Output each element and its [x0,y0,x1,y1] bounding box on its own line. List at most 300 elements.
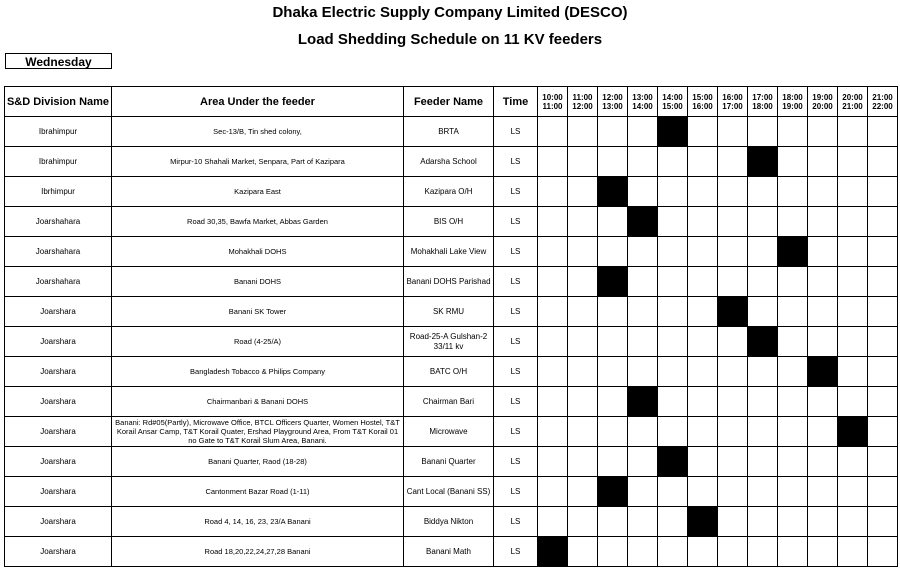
load-shedding-slot [598,477,628,507]
schedule-title: Load Shedding Schedule on 11 KV feeders [297,31,603,48]
empty-slot [628,117,658,147]
empty-slot [778,117,808,147]
empty-slot [868,297,898,327]
empty-slot [748,207,778,237]
empty-slot [748,477,778,507]
empty-slot [568,507,598,537]
load-shedding-slot [628,207,658,237]
load-shedding-slot [538,537,568,567]
empty-slot [568,537,598,567]
time-cell: LS [494,507,538,537]
empty-slot [688,537,718,567]
empty-slot [598,417,628,447]
time-cell: LS [494,417,538,447]
empty-slot [718,447,748,477]
load-shedding-slot [598,177,628,207]
slot-end: 16:00 [692,101,713,111]
feeder-cell: Banani Quarter [404,447,494,477]
empty-slot [868,327,898,357]
load-shedding-slot [598,267,628,297]
empty-slot [838,117,868,147]
feeder-cell: Biddya Nikton [404,507,494,537]
slot-start: 13:00 [632,92,653,102]
empty-slot [598,147,628,177]
slot-end: 12:00 [572,101,593,111]
empty-slot [598,327,628,357]
empty-slot [748,117,778,147]
load-shedding-table [4,86,898,567]
empty-slot [538,387,568,417]
empty-slot [808,177,838,207]
area-cell: Mirpur-10 Shahali Market, Senpara, Part of Kazipara [112,147,404,177]
load-shedding-slot [748,147,778,177]
time-slot-header [658,87,688,117]
time-header: Time [494,87,538,117]
load-shedding-slot [688,507,718,537]
empty-slot [778,327,808,357]
feeder-cell: Kazipara O/H [404,177,494,207]
division-cell: Ibrhimpur [5,177,112,207]
empty-slot [868,177,898,207]
empty-slot [568,237,598,267]
empty-slot [748,447,778,477]
empty-slot [808,147,838,177]
empty-slot [718,537,748,567]
slot-start: 12:00 [602,92,623,102]
empty-slot [538,207,568,237]
table-row [5,447,898,477]
empty-slot [688,357,718,387]
division-cell: Ibrahimpur [5,117,112,147]
division-cell: Joarshara [5,507,112,537]
empty-slot [718,387,748,417]
empty-slot [688,237,718,267]
time-slot-header [628,87,658,117]
table-row [5,477,898,507]
empty-slot [748,237,778,267]
empty-slot [538,507,568,537]
empty-slot [778,177,808,207]
feeder-cell: Banani DOHS Parishad [404,267,494,297]
empty-slot [808,417,838,447]
empty-slot [658,147,688,177]
load-shedding-slot [808,357,838,387]
empty-slot [538,417,568,447]
empty-slot [808,117,838,147]
time-cell: LS [494,297,538,327]
load-shedding-slot [748,327,778,357]
company-title: Dhaka Electric Supply Company Limited (DESCO) [272,4,628,21]
empty-slot [538,177,568,207]
empty-slot [628,477,658,507]
empty-slot [658,207,688,237]
empty-slot [688,267,718,297]
empty-slot [598,387,628,417]
empty-slot [868,117,898,147]
area-cell: Road (4-25/A) [112,327,404,357]
empty-slot [808,537,838,567]
empty-slot [658,327,688,357]
feeder-cell: Banani Math [404,537,494,567]
table-row [5,297,898,327]
slot-end: 22:00 [872,101,893,111]
empty-slot [838,207,868,237]
empty-slot [808,297,838,327]
time-cell: LS [494,267,538,297]
empty-slot [718,417,748,447]
empty-slot [598,207,628,237]
empty-slot [688,297,718,327]
table-row [5,267,898,297]
load-shedding-slot [628,387,658,417]
slot-end: 15:00 [662,101,683,111]
area-cell: Bangladesh Tobacco & Philips Company [112,357,404,387]
slot-start: 20:00 [842,92,863,102]
table-row [5,117,898,147]
empty-slot [598,447,628,477]
division-cell: Joarshara [5,477,112,507]
empty-slot [778,417,808,447]
empty-slot [568,387,598,417]
empty-slot [658,537,688,567]
feeder-cell: Microwave [404,417,494,447]
empty-slot [718,267,748,297]
empty-slot [868,417,898,447]
empty-slot [778,387,808,417]
empty-slot [688,477,718,507]
time-slot-header [838,87,868,117]
empty-slot [598,507,628,537]
empty-slot [748,297,778,327]
empty-slot [688,447,718,477]
empty-slot [808,477,838,507]
empty-slot [568,267,598,297]
empty-slot [688,207,718,237]
feeder-cell: Chairman Bari [404,387,494,417]
empty-slot [838,297,868,327]
empty-slot [748,357,778,387]
empty-slot [748,537,778,567]
empty-slot [778,477,808,507]
empty-slot [628,537,658,567]
time-cell: LS [494,387,538,417]
empty-slot [568,477,598,507]
empty-slot [598,237,628,267]
load-shedding-slot [778,237,808,267]
empty-slot [658,357,688,387]
feeder-cell: BIS O/H [404,207,494,237]
empty-slot [868,477,898,507]
empty-slot [778,357,808,387]
empty-slot [808,507,838,537]
empty-slot [718,177,748,207]
time-cell: LS [494,147,538,177]
empty-slot [808,447,838,477]
empty-slot [568,207,598,237]
table-row [5,507,898,537]
empty-slot [838,237,868,267]
empty-slot [688,147,718,177]
empty-slot [838,357,868,387]
empty-slot [538,447,568,477]
area-cell: Banani Quarter, Raod (18-28) [112,447,404,477]
day-label: Wednesday [5,53,112,69]
area-cell: Road 30,35, Bawfa Market, Abbas Garden [112,207,404,237]
empty-slot [538,357,568,387]
area-cell: Banani DOHS [112,267,404,297]
division-cell: Joarshahara [5,207,112,237]
empty-slot [718,327,748,357]
empty-slot [538,297,568,327]
empty-slot [868,267,898,297]
load-shedding-slot [658,447,688,477]
feeder-cell: BRTA [404,117,494,147]
load-shedding-slot [658,117,688,147]
empty-slot [658,417,688,447]
empty-slot [868,387,898,417]
slot-start: 21:00 [872,92,893,102]
empty-slot [568,357,598,387]
empty-slot [778,537,808,567]
empty-slot [598,117,628,147]
empty-slot [688,387,718,417]
table-row [5,537,898,567]
slot-end: 20:00 [812,101,833,111]
time-slot-header [598,87,628,117]
empty-slot [568,447,598,477]
load-shedding-slot [718,297,748,327]
division-cell: Joarshara [5,417,112,447]
empty-slot [538,147,568,177]
slot-start: 10:00 [542,92,563,102]
time-cell: LS [494,177,538,207]
empty-slot [778,267,808,297]
slot-end: 19:00 [782,101,803,111]
table-row [5,177,898,207]
empty-slot [778,297,808,327]
empty-slot [598,297,628,327]
division-cell: Joarshara [5,387,112,417]
empty-slot [628,447,658,477]
empty-slot [538,267,568,297]
slot-start: 16:00 [722,92,743,102]
empty-slot [868,447,898,477]
division-cell: Joarshahara [5,237,112,267]
empty-slot [568,297,598,327]
empty-slot [568,117,598,147]
empty-slot [688,117,718,147]
empty-slot [748,177,778,207]
empty-slot [808,207,838,237]
area-cell: Chairmanbari & Banani DOHS [112,387,404,417]
empty-slot [658,477,688,507]
empty-slot [628,297,658,327]
empty-slot [658,507,688,537]
time-cell: LS [494,537,538,567]
empty-slot [778,507,808,537]
area-cell: Sec-13/B, Tin shed colony, [112,117,404,147]
empty-slot [748,507,778,537]
division-cell: Joarshara [5,537,112,567]
table-row [5,237,898,267]
area-cell: Banani: Rd#05(Partly), Microwave Office, BTCL Officers Quarter, Women Hostel, T&T Korail Ansar Camp, T&T Korail Quater, Ershad Playground Area, From T&T Korail 01 no Gate to T&T Korail Slum Area, Banani. [112,417,404,447]
slot-end: 13:00 [602,101,623,111]
empty-slot [868,507,898,537]
empty-slot [838,387,868,417]
empty-slot [568,327,598,357]
empty-slot [628,417,658,447]
empty-slot [838,327,868,357]
empty-slot [658,177,688,207]
empty-slot [628,237,658,267]
slot-start: 19:00 [812,92,833,102]
empty-slot [868,357,898,387]
empty-slot [718,507,748,537]
empty-slot [838,507,868,537]
empty-slot [808,327,838,357]
time-cell: LS [494,357,538,387]
time-cell: LS [494,447,538,477]
empty-slot [568,417,598,447]
empty-slot [868,147,898,177]
feeder-cell: Cant Local (Banani SS) [404,477,494,507]
empty-slot [838,177,868,207]
slot-start: 17:00 [752,92,773,102]
empty-slot [628,267,658,297]
slot-end: 14:00 [632,101,653,111]
table-row [5,357,898,387]
empty-slot [808,387,838,417]
division-cell: Joarshahara [5,267,112,297]
slot-start: 18:00 [782,92,803,102]
empty-slot [658,387,688,417]
empty-slot [748,417,778,447]
empty-slot [688,177,718,207]
empty-slot [538,477,568,507]
slot-end: 21:00 [842,101,863,111]
table-row [5,327,898,357]
empty-slot [628,507,658,537]
time-slot-header [568,87,598,117]
time-slot-header [718,87,748,117]
empty-slot [868,537,898,567]
division-cell: Joarshara [5,297,112,327]
area-header: Area Under the feeder [112,87,404,117]
area-cell: Road 18,20,22,24,27,28 Banani [112,537,404,567]
feeder-cell: SK RMU [404,297,494,327]
empty-slot [598,537,628,567]
empty-slot [838,147,868,177]
slot-start: 15:00 [692,92,713,102]
empty-slot [538,117,568,147]
empty-slot [808,237,838,267]
empty-slot [658,297,688,327]
division-cell: Ibrahimpur [5,147,112,177]
time-slot-header [778,87,808,117]
time-cell: LS [494,327,538,357]
slot-start: 11:00 [572,92,593,102]
feeder-cell: BATC O/H [404,357,494,387]
empty-slot [568,147,598,177]
empty-slot [718,117,748,147]
empty-slot [718,357,748,387]
time-slot-header [688,87,718,117]
division-cell: Joarshara [5,327,112,357]
empty-slot [568,177,598,207]
time-slot-header [868,87,898,117]
table-header-row [5,87,898,117]
slot-end: 17:00 [722,101,743,111]
area-cell: Kazipara East [112,177,404,207]
empty-slot [718,237,748,267]
empty-slot [778,207,808,237]
empty-slot [718,207,748,237]
feeder-cell: Adarsha School [404,147,494,177]
load-shedding-slot [838,417,868,447]
empty-slot [688,417,718,447]
area-cell: Cantonment Bazar Road (1-11) [112,477,404,507]
empty-slot [838,477,868,507]
division-header: S&D Division Name [5,87,112,117]
time-slot-header [748,87,778,117]
empty-slot [628,147,658,177]
empty-slot [748,267,778,297]
empty-slot [778,147,808,177]
feeder-cell: Road-25-A Gulshan-2 33/11 kv [404,327,494,357]
time-cell: LS [494,237,538,267]
empty-slot [628,327,658,357]
empty-slot [778,447,808,477]
area-cell: Mohakhali DOHS [112,237,404,267]
empty-slot [538,327,568,357]
table-row [5,147,898,177]
empty-slot [538,237,568,267]
empty-slot [808,267,838,297]
time-slot-header [808,87,838,117]
empty-slot [688,327,718,357]
empty-slot [838,447,868,477]
area-cell: Banani SK Tower [112,297,404,327]
time-cell: LS [494,207,538,237]
division-cell: Joarshara [5,357,112,387]
empty-slot [838,537,868,567]
empty-slot [658,267,688,297]
empty-slot [718,477,748,507]
division-cell: Joarshara [5,447,112,477]
time-cell: LS [494,477,538,507]
empty-slot [598,357,628,387]
slot-start: 14:00 [662,92,683,102]
empty-slot [868,237,898,267]
empty-slot [628,357,658,387]
slot-end: 18:00 [752,101,773,111]
empty-slot [718,147,748,177]
empty-slot [658,237,688,267]
empty-slot [838,267,868,297]
feeder-header: Feeder Name [404,87,494,117]
empty-slot [748,387,778,417]
area-cell: Road 4, 14, 16, 23, 23/A Banani [112,507,404,537]
empty-slot [868,207,898,237]
table-row [5,387,898,417]
empty-slot [628,177,658,207]
time-slot-header [538,87,568,117]
slot-end: 11:00 [542,101,563,111]
time-cell: LS [494,117,538,147]
table-row [5,207,898,237]
table-row [5,417,898,447]
feeder-cell: Mohakhali Lake View [404,237,494,267]
